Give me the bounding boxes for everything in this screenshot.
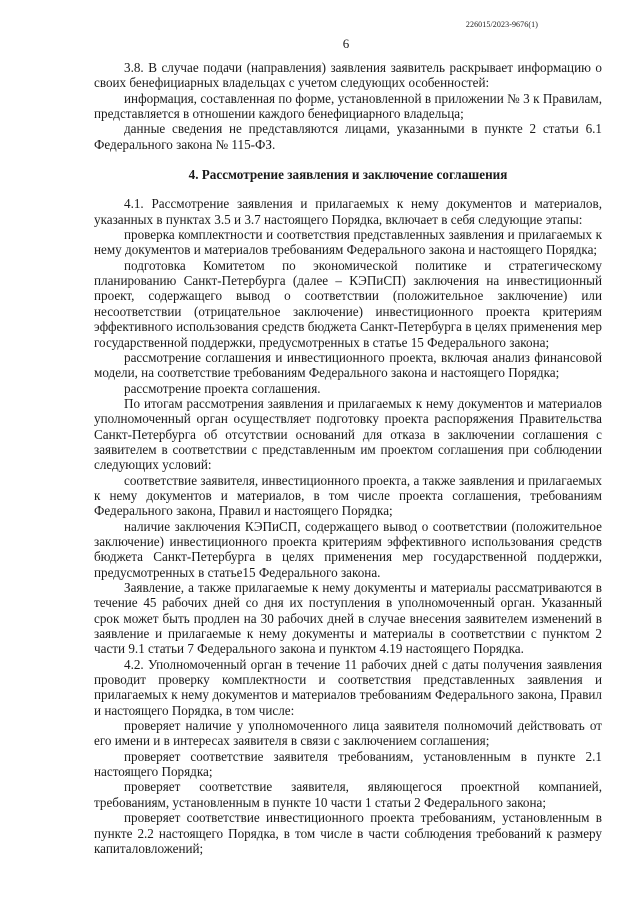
- paragraph: рассмотрение проекта соглашения.: [124, 380, 321, 396]
- paragraph: проверяет соответствие инвестиционного проекта требованиям, установленным в пункте 2.2 настоящего Порядка, в том числе в части соблюдения требований к размеру капиталовложений;: [94, 810, 602, 856]
- paragraph: соответствие заявителя, инвестиционного проекта, а также заявления и прилагаемых к нему документов и материалов, в том числе проекта соглашения, требованиям Федерального закона, Правил и настоящего Порядка;: [94, 472, 602, 519]
- paragraph: наличие заключения КЭПиСП, содержащего вывод о соответствии (положительное заключение) инвестиционного проекта критериям эффективного использования средств бюджета Санкт-Петербурга в целях применения мер государственной поддержки, предусмотренных в статье15 Федерального закона.: [94, 518, 602, 580]
- paragraph: информация, составленная по форме, установленной в приложении № 3 к Правилам, представляется в отношении каждого бенефициарного владельца;: [94, 90, 602, 122]
- paragraph: 4.2. Уполномоченный орган в течение 11 рабочих дней с даты получения заявления проводит проверку комплектности и соответствия представленных заявления и прилагаемых к нему документов и материалов требованиям Федерального закона, Правил и настоящего Порядка, в том числе:: [94, 656, 602, 718]
- paragraph: данные сведения не представляются лицами, указанными в пункте 2 статьи 6.1 Федерального закона № 115-ФЗ.: [94, 121, 602, 152]
- paragraph: Заявление, а также прилагаемые к нему документы и материалы рассматриваются в течение 45 рабочих дней со дня их поступления в уполномоченный орган. Указанный срок может быть продлен на 30 рабочих дней в случае внесения заявителем изменений в заявление и прилагаемые к нему документы и материалы в соответствии с пунктом 2 части 9.1 статьи 7 Федерального закона и пунктом 4.19 настоящего Порядка.: [94, 580, 602, 657]
- paragraph: По итогам рассмотрения заявления и прилагаемых к нему документов и материалов уполномоченный орган осуществляет подготовку проекта распоряжения Правительства Санкт-Петербурга об отсутствии оснований для отказа в заключении соглашения с заявителем в соответствии с представленным им проектом соглашения при соблюдении следующих условий:: [94, 395, 602, 473]
- page-number: 6: [342, 36, 350, 51]
- document-id: 226015/2023-9676(1): [465, 20, 538, 29]
- paragraph: проверка комплектности и соответствия представленных заявления и прилагаемых к нему документов и материалов требованиям Федерального закона и настоящего Порядка;: [94, 227, 602, 258]
- paragraph: 4.1. Рассмотрение заявления и прилагаемых к нему документов и материалов, указанных в пунктах 3.5 и 3.7 настоящего Порядка, включает в себя следующие этапы:: [94, 196, 602, 227]
- paragraph: рассмотрение соглашения и инвестиционного проекта, включая анализ финансовой модели, на соответствие требованиям Федерального закона и настоящего Порядка;: [94, 349, 602, 381]
- paragraph: проверяет соответствие заявителя требованиям, установленным в пункте 2.1 настоящего Порядка;: [94, 748, 602, 780]
- paragraph: подготовка Комитетом по экономической политике и стратегическому планированию Санкт-Петербурга (далее – КЭПиСП) заключения на инвестиционный проект, содержащего вывод о соответствии (положительное заключение) или несоответствии (отрицательное заключение) инвестиционного проекта критериям эффективного использования средств бюджета Санкт-Петербурга в целях применения мер государственной поддержки, предусмотренных в статье 15 Федерального закона;: [94, 257, 602, 350]
- section-heading: 4. Рассмотрение заявления и заключение соглашения: [188, 167, 508, 183]
- paragraph: проверяет соответствие заявителя, являющегося проектной компанией, требованиям, установленным в пункте 10 части 1 статьи 2 Федерального закона;: [94, 779, 602, 810]
- document-body: [94, 60, 602, 856]
- paragraph: 3.8. В случае подачи (направления) заявления заявитель раскрывает информацию о своих бенефициарных владельцах с учетом следующих особенностей:: [94, 60, 602, 91]
- paragraph: проверяет наличие у уполномоченного лица заявителя полномочий действовать от его имени и в интересах заявителя в связи с заключением соглашения;: [94, 718, 602, 749]
